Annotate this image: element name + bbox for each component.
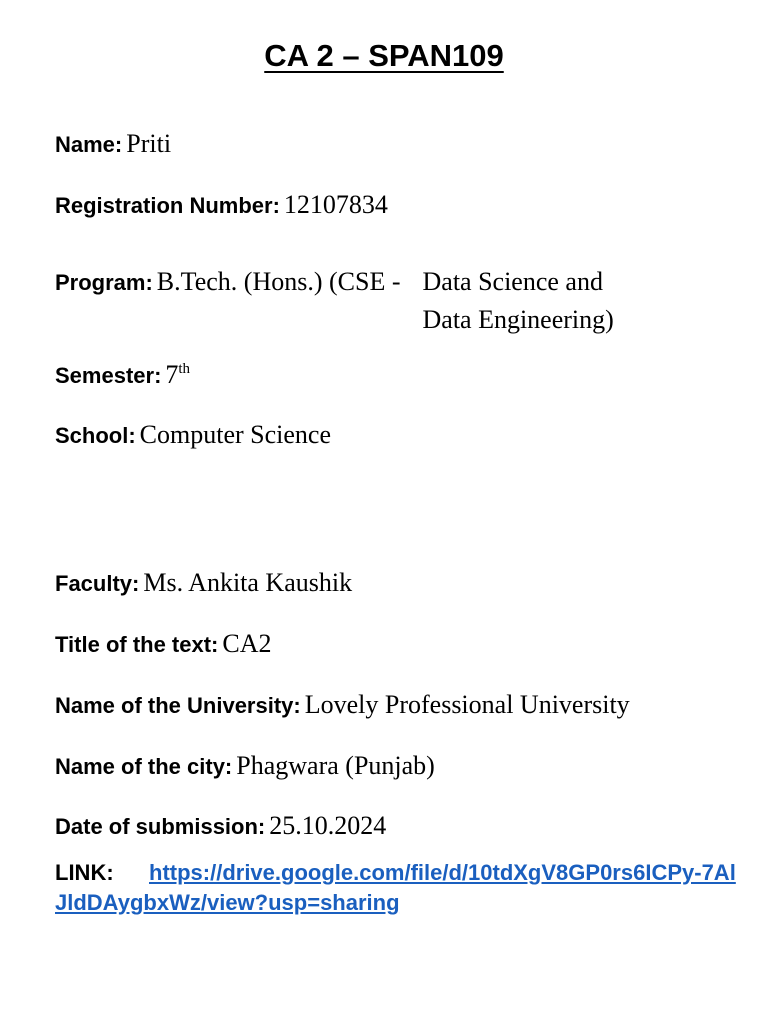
semester-number: 7	[165, 360, 179, 389]
program-value-part1: B.Tech. (Hons.) (CSE -	[156, 267, 401, 296]
name-value: Priti	[126, 129, 172, 158]
program-field	[55, 263, 614, 338]
date-field	[55, 810, 386, 841]
program-value-line2: Data Engineering)	[422, 304, 614, 334]
date-value: 25.10.2024	[269, 811, 387, 840]
name-field	[55, 128, 171, 159]
city-field	[55, 750, 435, 781]
document-title-text: CA 2 – SPAN109	[264, 38, 504, 73]
title-of-text-field	[55, 628, 272, 659]
school-field	[55, 419, 331, 450]
registration-value: 12107834	[283, 190, 388, 219]
semester-superscript: th	[178, 361, 191, 377]
program-value-line1: Data Science and	[422, 267, 603, 296]
program-col2	[423, 263, 614, 338]
semester-value	[165, 360, 190, 389]
semester-field	[55, 359, 190, 390]
program-col1	[55, 263, 401, 301]
registration-label: Registration Number:	[55, 193, 280, 218]
school-value: Computer Science	[139, 420, 332, 449]
university-field	[55, 689, 630, 720]
program-label: Program:	[55, 270, 153, 295]
faculty-field	[55, 567, 352, 598]
title-of-text-label: Title of the text:	[55, 632, 219, 657]
document-title	[0, 38, 768, 74]
title-of-text-value: CA2	[222, 629, 272, 658]
date-label: Date of submission:	[55, 814, 266, 839]
university-label: Name of the University:	[55, 693, 301, 718]
faculty-value: Ms. Ankita Kaushik	[143, 568, 353, 597]
city-label: Name of the city:	[55, 754, 233, 779]
name-label: Name:	[55, 132, 123, 157]
faculty-label: Faculty:	[55, 571, 140, 596]
city-value: Phagwara (Punjab)	[236, 751, 435, 780]
drive-link[interactable]: https://drive.google.com/file/d/10tdXgV8GP0rs6ICPy-7AlJldDAygbxWz/view?usp=sharing	[55, 860, 736, 915]
semester-label: Semester:	[55, 363, 162, 388]
school-label: School:	[55, 423, 136, 448]
university-value: Lovely Professional University	[304, 690, 630, 719]
link-label: LINK:	[55, 860, 114, 885]
registration-field	[55, 189, 388, 220]
link-block	[55, 858, 745, 918]
